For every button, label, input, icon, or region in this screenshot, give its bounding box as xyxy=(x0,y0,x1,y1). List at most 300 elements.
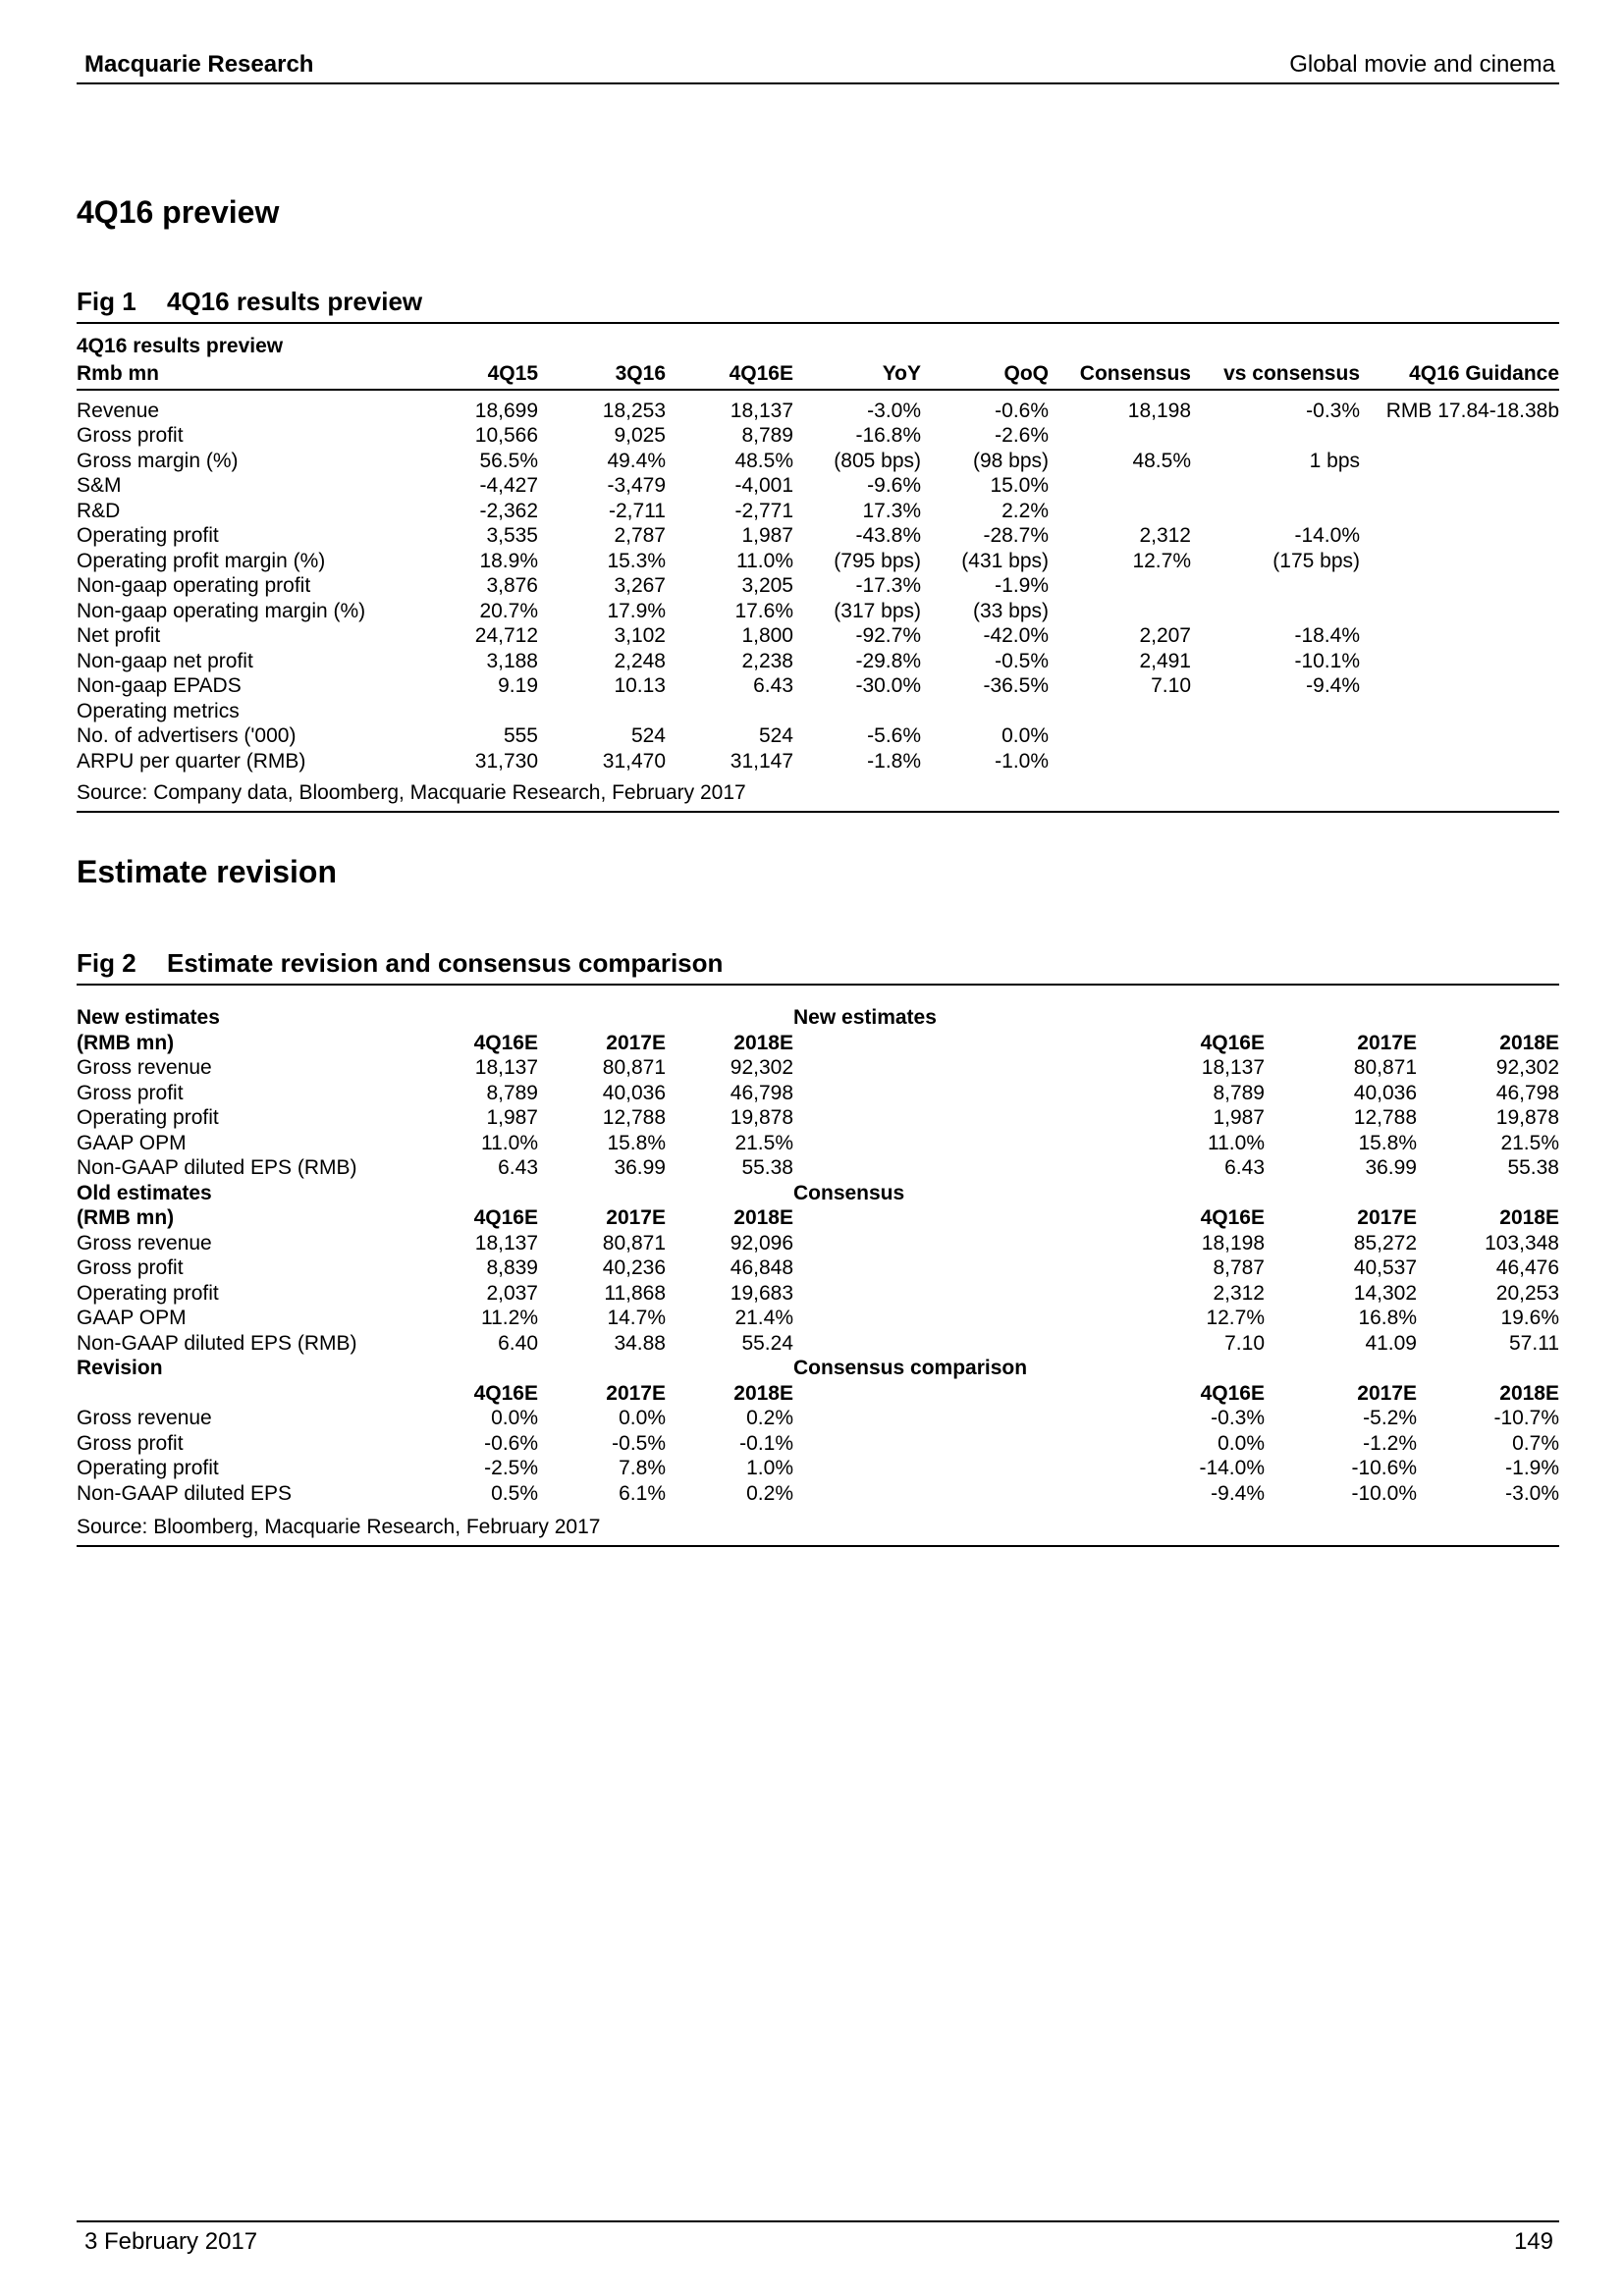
table-row xyxy=(77,1431,1559,1457)
table-cell: 11.2% xyxy=(481,1307,538,1329)
table-cell xyxy=(1049,749,1191,774)
row-label: S&M xyxy=(77,474,122,497)
row-label: GAAP OPM xyxy=(77,1131,187,1154)
table-cell xyxy=(1417,1181,1559,1206)
table-cell: 7.8% xyxy=(619,1457,666,1479)
row-label: Net profit xyxy=(77,624,161,647)
table-cell: 0.2% xyxy=(746,1407,793,1429)
table-cell: -4,427 xyxy=(479,474,538,497)
fig1-source: Source: Company data, Bloomberg, Macquarie Research, February 2017 xyxy=(77,774,1559,812)
table-row xyxy=(77,523,1559,549)
row-label: Operating profit xyxy=(77,1106,219,1129)
table-cell: 85,272 xyxy=(1353,1231,1417,1255)
table-row xyxy=(77,1406,1559,1431)
table-cell: 15.0% xyxy=(990,474,1049,497)
fig2-source: Source: Bloomberg, Macquarie Research, February 2017 xyxy=(77,1506,1559,1546)
row-label: R&D xyxy=(77,499,121,522)
table-cell xyxy=(538,1181,666,1206)
row-label xyxy=(793,1481,1103,1507)
table-cell xyxy=(1049,723,1191,749)
table-cell: -10.6% xyxy=(1351,1457,1417,1479)
table-cell: -2,771 xyxy=(734,499,793,522)
row-label: Operating metrics xyxy=(77,699,240,722)
table-row xyxy=(77,499,1559,524)
fig1-col-header: 3Q16 xyxy=(538,359,666,390)
table-cell: 2018E xyxy=(1499,1381,1559,1405)
row-label xyxy=(793,1131,1103,1156)
table-cell xyxy=(1191,423,1360,449)
table-cell: -0.3% xyxy=(1306,399,1360,422)
table-cell: 2018E xyxy=(733,1031,793,1054)
table-cell: (431 bps) xyxy=(961,549,1049,572)
row-label: Old estimates xyxy=(77,1181,212,1204)
table-row xyxy=(77,1255,1559,1281)
table-cell: 3,188 xyxy=(486,649,538,672)
fig1-title xyxy=(77,287,1559,324)
table-cell: 48.5% xyxy=(1132,449,1191,472)
table-row xyxy=(77,573,1559,599)
table-cell xyxy=(1103,1005,1265,1031)
table-row xyxy=(77,1456,1559,1481)
table-cell: 57.11 xyxy=(1509,1331,1559,1355)
table-cell: 18.9% xyxy=(479,549,538,572)
row-label xyxy=(793,1406,1103,1431)
fig1-col-header: Rmb mn xyxy=(77,359,430,390)
table-cell: 2,207 xyxy=(1139,624,1191,647)
row-label xyxy=(793,1306,1103,1331)
table-cell: -1.9% xyxy=(995,574,1049,597)
table-cell xyxy=(1360,449,1559,474)
row-label xyxy=(793,1055,1103,1081)
table-cell: 18,137 xyxy=(474,1056,538,1079)
table-cell: -2,711 xyxy=(609,499,666,522)
page-number: 149 xyxy=(1513,2228,1553,2255)
table-cell: 46,848 xyxy=(730,1256,793,1279)
table-cell xyxy=(1360,423,1559,449)
table-cell: 18,137 xyxy=(1201,1056,1265,1079)
table-cell: 1.0% xyxy=(746,1457,793,1479)
table-cell: 15.8% xyxy=(1358,1131,1417,1154)
table-cell: 2018E xyxy=(1499,1031,1559,1054)
table-cell: 2018E xyxy=(733,1381,793,1405)
table-cell: -0.5% xyxy=(612,1431,666,1455)
row-label: Gross margin (%) xyxy=(77,449,239,472)
table-cell xyxy=(921,699,1049,724)
table-cell xyxy=(430,1005,538,1031)
table-cell: -42.0% xyxy=(983,624,1049,647)
table-cell: 18,699 xyxy=(474,399,538,422)
row-label: Non-GAAP diluted EPS xyxy=(77,1481,293,1505)
table-cell: -18.4% xyxy=(1294,624,1360,647)
table-cell: 31,147 xyxy=(730,749,793,773)
table-cell: 92,302 xyxy=(730,1056,793,1079)
row-label: Gross revenue xyxy=(77,1407,212,1429)
table-row xyxy=(77,1331,1559,1357)
table-cell: -5.6% xyxy=(867,724,921,747)
table-cell: -30.0% xyxy=(855,674,921,697)
table-cell: 40,537 xyxy=(1353,1256,1417,1279)
table-cell xyxy=(793,699,921,724)
table-cell: 2,787 xyxy=(614,524,666,547)
table-cell: 11,868 xyxy=(604,1281,666,1305)
table-cell xyxy=(1417,1356,1559,1381)
table-cell: 11.0% xyxy=(481,1131,538,1154)
table-row xyxy=(77,673,1559,699)
table-cell: 10,566 xyxy=(474,424,538,447)
table-cell: -2.6% xyxy=(995,424,1049,447)
table-cell: 46,798 xyxy=(1495,1081,1559,1104)
table-cell xyxy=(1191,573,1360,599)
table-cell: 6.43 xyxy=(498,1156,538,1179)
row-label: GAAP OPM xyxy=(77,1307,187,1329)
table-cell xyxy=(1191,723,1360,749)
table-cell: 1,800 xyxy=(741,624,793,647)
row-label: Non-gaap operating profit xyxy=(77,574,311,597)
table-cell xyxy=(1360,623,1559,649)
table-cell: -43.8% xyxy=(855,524,921,547)
table-cell xyxy=(1360,523,1559,549)
table-cell: 3,267 xyxy=(614,574,666,597)
fig1-col-header: QoQ xyxy=(921,359,1049,390)
table-cell: 524 xyxy=(630,724,666,747)
table-cell: 4Q16E xyxy=(473,1031,538,1054)
row-label: Gross profit xyxy=(77,1431,184,1455)
table-cell: -1.2% xyxy=(1363,1431,1417,1455)
table-row xyxy=(77,1105,1559,1131)
row-label: Gross profit xyxy=(77,1081,184,1104)
table-cell: 12,788 xyxy=(602,1106,666,1129)
row-label: No. of advertisers ('000) xyxy=(77,724,297,747)
table-cell: (175 bps) xyxy=(1272,549,1360,572)
table-row xyxy=(77,1055,1559,1081)
table-cell: 18,137 xyxy=(474,1231,538,1255)
row-label: Non-gaap net profit xyxy=(77,649,253,672)
table-cell: (33 bps) xyxy=(972,599,1049,622)
table-cell xyxy=(666,1181,793,1206)
table-cell: 20,253 xyxy=(1495,1281,1559,1305)
table-cell: -3.0% xyxy=(1505,1481,1559,1505)
table-cell: 19,878 xyxy=(730,1106,793,1129)
row-label xyxy=(793,1031,1103,1056)
row-label xyxy=(793,1255,1103,1281)
table-cell: 2,491 xyxy=(1139,649,1191,672)
table-cell: 2017E xyxy=(1357,1381,1417,1405)
table-cell xyxy=(538,1005,666,1031)
table-cell: -9.4% xyxy=(1306,674,1360,697)
table-cell: -5.2% xyxy=(1363,1407,1417,1429)
table-cell: -10.0% xyxy=(1351,1481,1417,1505)
table-row xyxy=(77,1481,1559,1507)
row-label: Gross profit xyxy=(77,424,184,447)
table-cell xyxy=(1417,1005,1559,1031)
table-cell xyxy=(430,1181,538,1206)
table-cell: -2.5% xyxy=(484,1457,538,1479)
fig2-number: Fig 2 xyxy=(77,948,136,978)
table-cell: 3,876 xyxy=(486,574,538,597)
table-cell: -92.7% xyxy=(855,624,921,647)
table-cell: 46,476 xyxy=(1495,1256,1559,1279)
table-cell: 36.99 xyxy=(1365,1156,1417,1179)
table-cell: 8,789 xyxy=(486,1081,538,1104)
table-cell xyxy=(1049,573,1191,599)
table-cell: 15.3% xyxy=(607,549,666,572)
table-cell: 80,871 xyxy=(602,1231,666,1255)
table-cell xyxy=(666,1005,793,1031)
table-cell: 34.88 xyxy=(614,1331,666,1355)
table-row xyxy=(77,1231,1559,1256)
table-cell xyxy=(1049,473,1191,499)
table-cell: 2,238 xyxy=(741,649,793,672)
table-cell: 9.19 xyxy=(498,674,538,697)
row-label xyxy=(793,1231,1103,1256)
table-row xyxy=(77,1306,1559,1331)
report-date: 3 February 2017 xyxy=(84,2228,258,2255)
table-cell: 19,878 xyxy=(1495,1106,1559,1129)
table-cell: 0.0% xyxy=(1001,724,1049,747)
table-cell: 41.09 xyxy=(1365,1331,1417,1355)
row-label xyxy=(793,1081,1103,1106)
row-label: New estimates xyxy=(793,1006,937,1029)
table-cell xyxy=(1360,749,1559,774)
table-row xyxy=(77,423,1559,449)
table-cell: 56.5% xyxy=(479,449,538,472)
table-cell: 80,871 xyxy=(602,1056,666,1079)
fig1-col-header: vs consensus xyxy=(1191,359,1360,390)
table-cell: 49.4% xyxy=(607,449,666,472)
table-cell: 8,787 xyxy=(1213,1256,1265,1279)
table-cell xyxy=(1360,699,1559,724)
table-cell: 2017E xyxy=(606,1381,666,1405)
estimate-revision-table xyxy=(77,1005,1559,1547)
row-label: (RMB mn) xyxy=(77,1031,175,1054)
table-cell: 2,037 xyxy=(486,1281,538,1305)
fig2-title-text: Estimate revision and consensus comparison xyxy=(167,948,724,978)
table-cell: 2017E xyxy=(1357,1031,1417,1054)
row-label: Revenue xyxy=(77,399,160,422)
table-cell: -17.3% xyxy=(855,574,921,597)
table-cell: 4Q16E xyxy=(1200,1031,1265,1054)
report-title: Global movie and cinema xyxy=(1289,51,1555,78)
table-cell: 0.0% xyxy=(491,1407,538,1429)
table-row xyxy=(77,623,1559,649)
table-cell xyxy=(1265,1181,1417,1206)
fig1-col-header: 4Q16 Guidance xyxy=(1360,359,1559,390)
table-cell: 40,236 xyxy=(602,1256,666,1279)
table-cell: -1.0% xyxy=(995,749,1049,773)
table-row xyxy=(77,549,1559,574)
table-cell: 11.0% xyxy=(736,549,793,572)
table-cell: 2017E xyxy=(1357,1206,1417,1229)
table-cell: 46,798 xyxy=(730,1081,793,1104)
row-label: Non-GAAP diluted EPS (RMB) xyxy=(77,1331,357,1355)
table-cell: 16.8% xyxy=(1358,1307,1417,1329)
table-cell xyxy=(1191,699,1360,724)
table-cell: 103,348 xyxy=(1485,1231,1559,1255)
row-label: Operating profit margin (%) xyxy=(77,549,326,572)
table-cell xyxy=(1049,699,1191,724)
table-cell: 48.5% xyxy=(734,449,793,472)
table-cell: 17.9% xyxy=(607,599,666,622)
table-cell: -3.0% xyxy=(867,399,921,422)
table-cell: -28.7% xyxy=(983,524,1049,547)
table-cell xyxy=(538,1356,666,1381)
table-cell xyxy=(1049,499,1191,524)
table-row xyxy=(77,749,1559,774)
table-cell: 1,987 xyxy=(486,1106,538,1129)
table-row xyxy=(77,723,1559,749)
table-row xyxy=(77,1281,1559,1307)
row-label: Non-GAAP diluted EPS (RMB) xyxy=(77,1156,357,1179)
table-row xyxy=(77,1081,1559,1106)
table-cell: 21.4% xyxy=(734,1307,793,1329)
row-label: New estimates xyxy=(77,1006,220,1029)
fig1-col-header: 4Q16E xyxy=(666,359,793,390)
table-cell: 18,198 xyxy=(1127,399,1191,422)
table-cell xyxy=(1191,473,1360,499)
table-cell: 15.8% xyxy=(607,1131,666,1154)
table-cell: 2,312 xyxy=(1139,524,1191,547)
fig1-col-header: Consensus xyxy=(1049,359,1191,390)
table-cell: 4Q16E xyxy=(1200,1206,1265,1229)
table-cell: 21.5% xyxy=(1500,1131,1559,1154)
table-row xyxy=(77,649,1559,674)
fig1-col-header: YoY xyxy=(793,359,921,390)
table-cell xyxy=(538,699,666,724)
table-cell: 10.13 xyxy=(614,674,666,697)
table-cell: 555 xyxy=(503,724,538,747)
table-cell: -1.9% xyxy=(1505,1457,1559,1479)
table-cell xyxy=(1360,499,1559,524)
table-cell: 2,248 xyxy=(614,649,666,672)
table-cell xyxy=(1360,473,1559,499)
table-cell: 2018E xyxy=(733,1206,793,1229)
table-cell: 524 xyxy=(758,724,793,747)
table-cell: -1.8% xyxy=(867,749,921,773)
table-cell: 19.6% xyxy=(1500,1307,1559,1329)
page-header xyxy=(77,49,1559,84)
table-cell: 0.0% xyxy=(619,1407,666,1429)
table-cell: 0.2% xyxy=(746,1481,793,1505)
table-row xyxy=(77,1155,1559,1181)
table-cell: 2017E xyxy=(606,1031,666,1054)
table-cell xyxy=(1360,549,1559,574)
table-cell: RMB 17.84-18.38b xyxy=(1385,399,1560,422)
table-cell: 92,302 xyxy=(1495,1056,1559,1079)
table-row xyxy=(77,599,1559,624)
results-preview-table xyxy=(77,334,1559,813)
table-cell: 31,470 xyxy=(602,749,666,773)
table-cell: 8,789 xyxy=(741,424,793,447)
table-cell: 18,198 xyxy=(1201,1231,1265,1255)
table-row xyxy=(77,1205,1559,1231)
table-cell: 12,788 xyxy=(1353,1106,1417,1129)
table-cell: 2.2% xyxy=(1001,499,1049,522)
table-cell: 11.0% xyxy=(1208,1131,1265,1154)
table-cell: 3,205 xyxy=(741,574,793,597)
table-cell: 14,302 xyxy=(1353,1281,1417,1305)
table-cell: 92,096 xyxy=(730,1231,793,1255)
table-cell xyxy=(1265,1005,1417,1031)
fig1-caption-row xyxy=(77,334,1559,359)
table-row xyxy=(77,699,1559,724)
table-cell: -0.6% xyxy=(484,1431,538,1455)
table-cell: 19,683 xyxy=(730,1281,793,1305)
table-cell: -2,362 xyxy=(479,499,538,522)
table-cell: -0.1% xyxy=(739,1431,793,1455)
table-cell xyxy=(666,699,793,724)
table-row xyxy=(77,473,1559,499)
row-label xyxy=(793,1456,1103,1481)
table-cell: 8,789 xyxy=(1213,1081,1265,1104)
table-cell: 31,730 xyxy=(474,749,538,773)
row-label: ARPU per quarter (RMB) xyxy=(77,749,306,773)
table-cell: 17.3% xyxy=(862,499,921,522)
table-row xyxy=(77,1356,1559,1381)
table-cell: -14.0% xyxy=(1294,524,1360,547)
table-cell: -36.5% xyxy=(983,674,1049,697)
table-cell: 0.5% xyxy=(491,1481,538,1505)
table-cell xyxy=(1049,599,1191,624)
table-cell: 55.38 xyxy=(1507,1156,1559,1179)
row-label: Consensus comparison xyxy=(793,1357,1028,1379)
table-cell: -9.4% xyxy=(1211,1481,1265,1505)
table-cell: 1,987 xyxy=(741,524,793,547)
row-label: (RMB mn) xyxy=(77,1206,175,1229)
table-row xyxy=(77,1005,1559,1031)
table-cell xyxy=(1191,499,1360,524)
table-cell: 1,987 xyxy=(1213,1106,1265,1129)
table-cell: 7.10 xyxy=(1224,1331,1265,1355)
table-cell xyxy=(430,1356,538,1381)
table-cell: 7.10 xyxy=(1151,674,1191,697)
table-cell: (795 bps) xyxy=(834,549,921,572)
table-cell: (805 bps) xyxy=(834,449,921,472)
publisher-name: Macquarie Research xyxy=(84,51,314,78)
table-cell: 24,712 xyxy=(474,624,538,647)
table-cell: 3,535 xyxy=(486,524,538,547)
table-cell: 36.99 xyxy=(614,1156,666,1179)
table-cell: 21.5% xyxy=(734,1131,793,1154)
row-label: Gross revenue xyxy=(77,1231,212,1255)
row-label: Consensus xyxy=(793,1181,905,1204)
table-cell: 20.7% xyxy=(479,599,538,622)
table-cell: 9,025 xyxy=(614,424,666,447)
table-cell: 1 bps xyxy=(1309,449,1360,472)
table-cell: 18,253 xyxy=(602,399,666,422)
table-cell: (98 bps) xyxy=(972,449,1049,472)
table-cell: -3,479 xyxy=(607,474,666,497)
table-cell: 2018E xyxy=(1499,1206,1559,1229)
table-cell xyxy=(1360,573,1559,599)
table-cell: -16.8% xyxy=(855,424,921,447)
table-cell xyxy=(1103,1181,1265,1206)
table-cell: 2,312 xyxy=(1213,1281,1265,1305)
table-row xyxy=(77,1381,1559,1407)
table-cell: -0.3% xyxy=(1211,1407,1265,1429)
table-cell: -0.6% xyxy=(995,399,1049,422)
table-cell: -29.8% xyxy=(855,649,921,672)
table-cell xyxy=(1360,673,1559,699)
row-label xyxy=(793,1155,1103,1181)
row-label xyxy=(77,1381,430,1407)
table-cell: 55.24 xyxy=(741,1331,793,1355)
table-cell: 17.6% xyxy=(734,599,793,622)
table-cell: -9.6% xyxy=(867,474,921,497)
table-row xyxy=(77,1181,1559,1206)
section-title-estimate-revision: Estimate revision xyxy=(77,854,337,889)
table-cell: (317 bps) xyxy=(834,599,921,622)
table-cell xyxy=(1265,1356,1417,1381)
